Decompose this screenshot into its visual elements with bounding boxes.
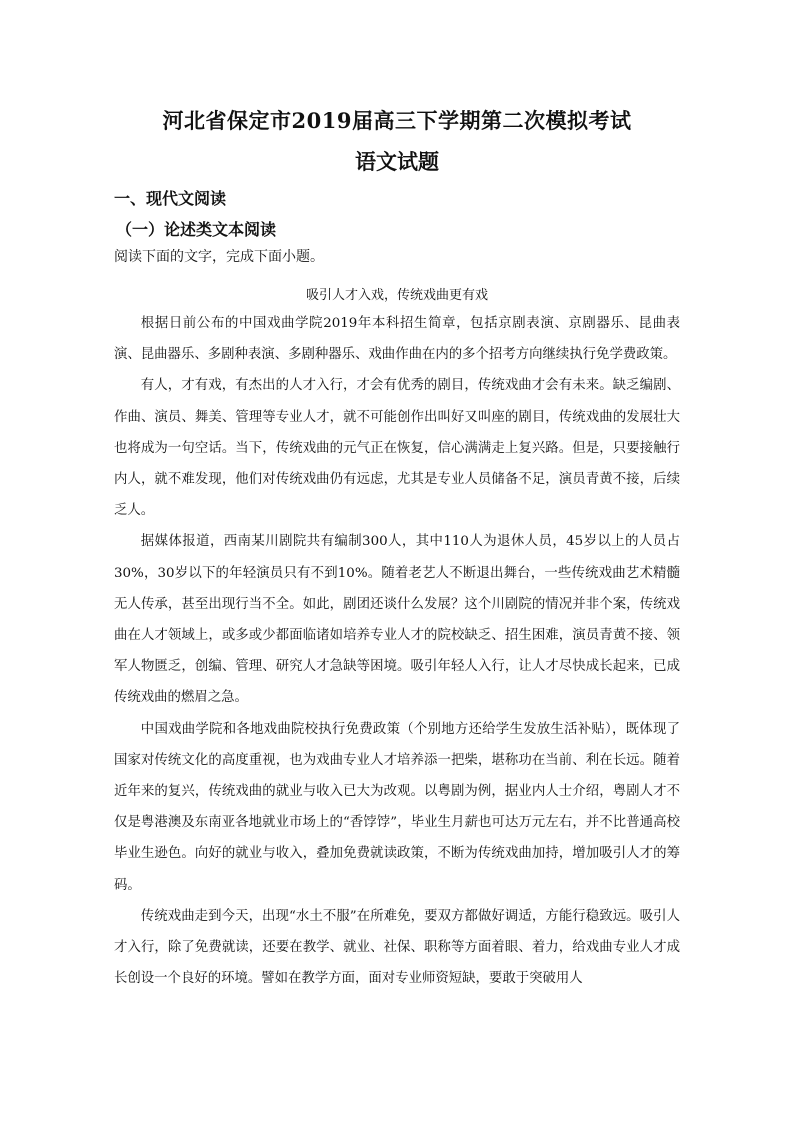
section-heading: 一、现代文阅读 xyxy=(114,189,227,208)
paragraph: 有人，才有戏，有杰出的人才入行，才会有优秀的剧目，传统戏曲才会有未来。缺乏编剧、作曲、演员、舞美、管理等专业人才，就不可能创作出叫好又叫座的剧目，传统戏曲的发展壮大也将成为一句空话。当下，传统戏曲的元气正在恢复，信心满满走上复兴路。但是，只要接触行内人，就不难发现，他们对传统戏曲仍有远虑，尤其是专业人员储备不足，演员青黄不接，后续乏人。 xyxy=(114,378,680,519)
exam-title: 河北省保定市2019届高三下学期第二次模拟考试 xyxy=(162,108,632,133)
paragraph: 中国戏曲学院和各地戏曲院校执行免费政策（个别地方还给学生发放生活补贴），既体现了国家对传统文化的高度重视，也为戏曲专业人才培养添一把柴，堪称功在当前、利在长远。随着近年来的复兴，传统戏曲的就业与收入已大为改观。以粤剧为例，据业内人士介绍，粤剧人才不仅是粤港澳及东南亚各地就业市场上的“香饽饽”，毕业生月薪也可达万元左右，并不比普通高校毕业生逊色。向好的就业与收入，叠加免费就读政策，不断为传统戏曲加持，增加吸引人才的筹码。 xyxy=(114,721,680,893)
subsection-heading: （一）论述类文本阅读 xyxy=(116,220,277,239)
exam-subtitle: 语文试题 xyxy=(355,149,439,174)
paragraph: 根据日前公布的中国戏曲学院2019年本科招生简章，包括京剧表演、京剧器乐、昆曲表演、昆曲器乐、多剧种表演、多剧种器乐、戏曲作曲在内的多个招考方向继续执行免学费政策。 xyxy=(114,316,680,363)
paragraph: 据媒体报道，西南某川剧院共有编制300人，其中110人为退休人员，45岁以上的人员占30%，30岁以下的年轻演员只有不到10%。随着老艺人不断退出舞台，一些传统戏曲艺术精髓无人传承，甚至出现行当不全。如此，剧团还谈什么发展？这个川剧院的情况并非个案，传统戏曲在人才领域上，或多或少都面临诸如培养专业人才的院校缺乏、招生困难，演员青黄不接、领军人物匮乏，创编、管理、研究人才急缺等困境。吸引年轻人入行，让人才尽快成长起来，已成传统戏曲的燃眉之急。 xyxy=(114,534,680,706)
article-title: 吸引人才入戏，传统戏曲更有戏 xyxy=(305,288,488,303)
article-body xyxy=(114,308,680,994)
paragraph: 传统戏曲走到今天，出现“水土不服”在所难免，要双方都做好调适，方能行稳致远。吸引人才入行，除了免费就读，还要在教学、就业、社保、职称等方面着眼、着力，给戏曲专业人才成长创设一个良好的环境。譬如在教学方面，面对专业师资短缺，要敢于突破用人 xyxy=(114,908,680,987)
reading-instruction: 阅读下面的文字，完成下面小题。 xyxy=(114,249,324,265)
